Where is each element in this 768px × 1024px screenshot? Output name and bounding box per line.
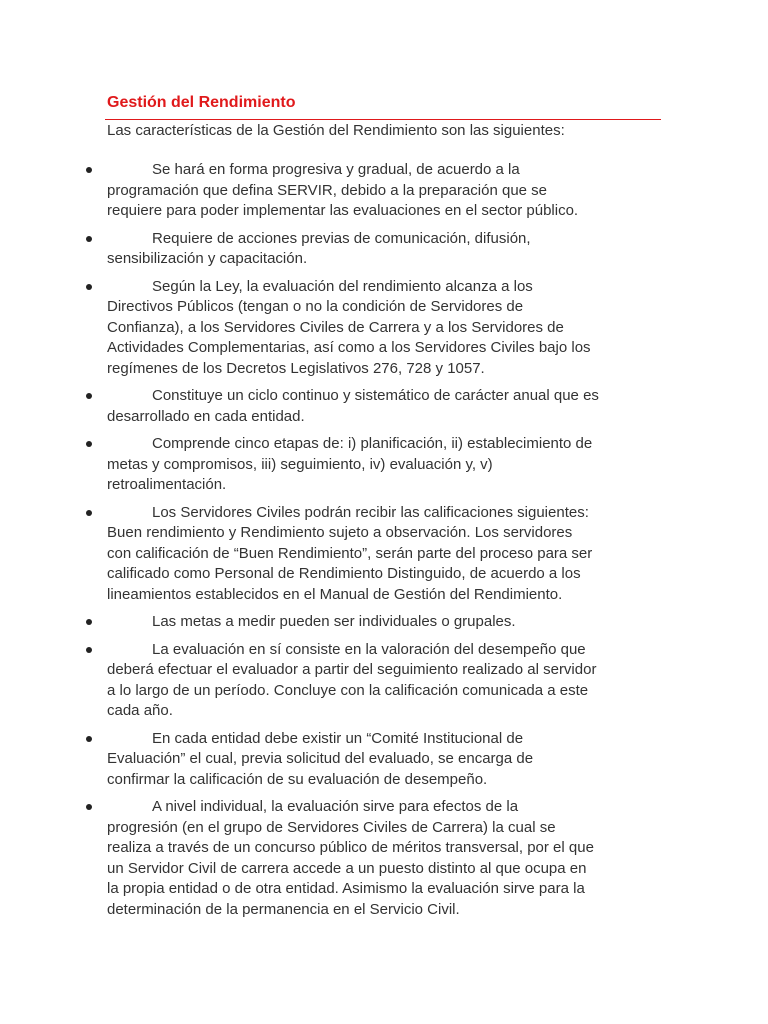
list-item bbox=[0, 503, 768, 606]
list-item-text: Comprende cinco etapas de: i) planificación, ii) establecimiento de metas y compromisos, iii) seguimiento, iv) evaluación y, v) retroalimentación. bbox=[107, 435, 593, 493]
bullet-list bbox=[0, 160, 768, 927]
bullet-icon bbox=[86, 619, 92, 625]
bullet-icon bbox=[86, 393, 92, 399]
list-item-text: Según la Ley, la evaluación del rendimiento alcanza a los Directivos Públicos (tengan o no la condición de Servidores de Confianza), a los Servidores Civiles de Carrera y a los Servidores de Actividades Complementarias, así como a los Servidores Civiles bajo los regímenes de los Decretos Legislativos 276, 728 y 1057. bbox=[107, 277, 591, 377]
intro-paragraph: Las características de la Gestión del Rendimiento son las siguientes: bbox=[107, 122, 565, 139]
list-item-text: Los Servidores Civiles podrán recibir las calificaciones siguientes: Buen rendimiento y Rendimiento sujeto a observación. Los servidores con calificación de “Buen Rendimiento”, serán parte del proceso para ser calificado como Personal de Rendimiento Distinguido, de acuerdo a los lineamientos establecidos en el Manual de Gestión del Rendimiento. bbox=[107, 503, 593, 603]
bullet-icon bbox=[86, 167, 92, 173]
list-item-text: Las metas a medir pueden ser individuales o grupales. bbox=[152, 613, 516, 630]
section-heading: Gestión del Rendimiento bbox=[107, 94, 296, 111]
bullet-icon bbox=[86, 736, 92, 742]
list-item-text: La evaluación en sí consiste en la valoración del desempeño que deberá efectuar el evaluador a partir del seguimiento realizado al servidor a lo largo de un período. Concluye con la calificación comunicada a este cada año. bbox=[107, 640, 597, 719]
list-item bbox=[0, 797, 768, 920]
list-item bbox=[0, 612, 768, 633]
heading-underline bbox=[105, 119, 661, 120]
list-item-text: Requiere de acciones previas de comunicación, difusión, sensibilización y capacitación. bbox=[107, 229, 531, 267]
list-item-text: Constituye un ciclo continuo y sistemático de carácter anual que es desarrollado en cada entidad. bbox=[107, 387, 599, 425]
bullet-icon bbox=[86, 236, 92, 242]
list-item bbox=[0, 229, 768, 270]
list-item-text: Se hará en forma progresiva y gradual, de acuerdo a la programación que defina SERVIR, debido a la preparación que se requiere para poder implementar las evaluaciones en el sector público. bbox=[107, 161, 579, 219]
list-item bbox=[0, 729, 768, 791]
list-item bbox=[0, 277, 768, 380]
list-item bbox=[0, 386, 768, 427]
bullet-icon bbox=[86, 441, 92, 447]
list-item bbox=[0, 160, 768, 222]
bullet-icon bbox=[86, 284, 92, 290]
list-item-text: A nivel individual, la evaluación sirve para efectos de la progresión (en el grupo de Servidores Civiles de Carrera) la cual se realiza a través de un concurso público de méritos transversal, por el que un Servidor Civil de carrera accede a un puesto distinto al que ocupa en la propia entidad o de otra entidad. Asimismo la evaluación sirve para la determinación de la permanencia en el Servicio Civil. bbox=[107, 798, 594, 918]
list-item bbox=[0, 434, 768, 496]
list-item bbox=[0, 640, 768, 722]
list-item-text: En cada entidad debe existir un “Comité Institucional de Evaluación” el cual, previa solicitud del evaluado, se encarga de confirmar la calificación de su evaluación de desempeño. bbox=[107, 729, 534, 788]
bullet-icon bbox=[86, 804, 92, 810]
bullet-icon bbox=[86, 510, 92, 516]
bullet-icon bbox=[86, 647, 92, 653]
